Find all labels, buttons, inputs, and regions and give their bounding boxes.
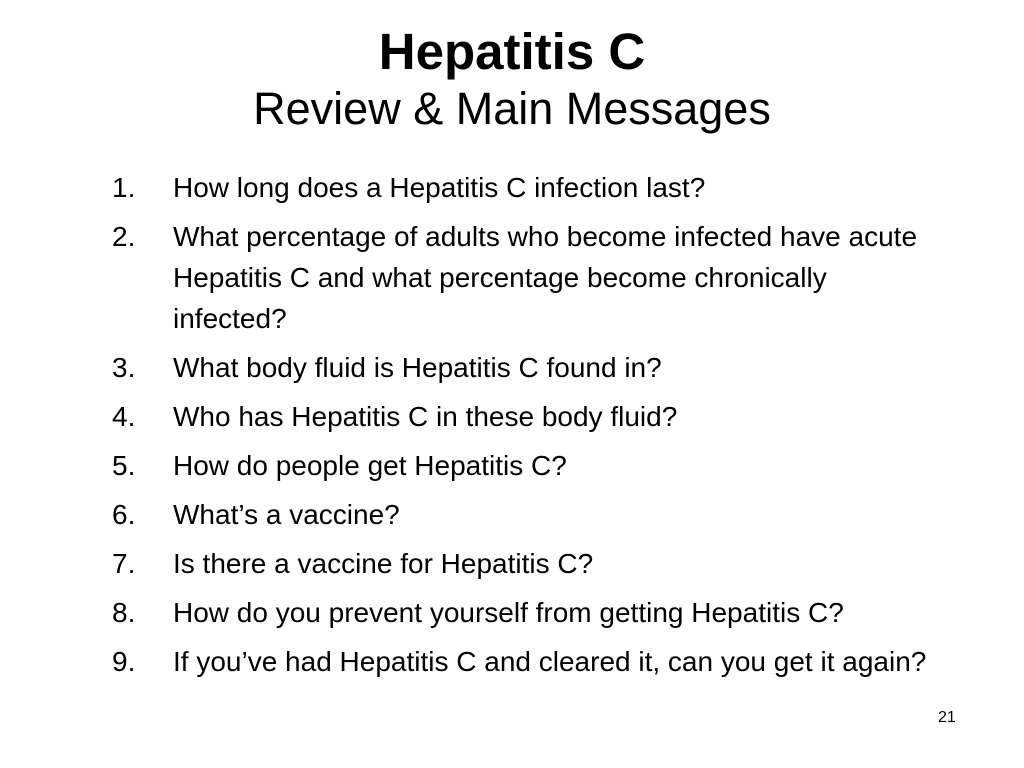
list-item xyxy=(112,641,942,682)
question-text: Who has Hepatitis C in these body fluid? xyxy=(173,401,678,432)
question-number: 3. xyxy=(112,352,136,383)
question-text: How long does a Hepatitis C infection last? xyxy=(173,172,706,203)
question-number: 9. xyxy=(112,646,136,677)
question-number: 7. xyxy=(112,548,136,579)
list-item xyxy=(112,167,942,208)
question-number: 1. xyxy=(112,172,136,203)
list-item xyxy=(112,445,942,486)
question-text: How do people get Hepatitis C? xyxy=(173,450,567,481)
question-number: 4. xyxy=(112,401,136,432)
question-text: What percentage of adults who become infected have acute Hepatitis C and what percentage become chronically infected? xyxy=(173,221,918,334)
question-number: 5. xyxy=(112,450,136,481)
slide-subtitle: Review & Main Messages xyxy=(253,83,771,134)
question-text: Is there a vaccine for Hepatitis C? xyxy=(173,548,594,579)
question-list xyxy=(112,167,942,690)
title-block xyxy=(0,22,1024,136)
list-item xyxy=(112,494,942,535)
question-number: 8. xyxy=(112,597,136,628)
list-item xyxy=(112,216,942,339)
question-text: What body fluid is Hepatitis C found in? xyxy=(173,352,662,383)
page-number: 21 xyxy=(938,709,956,726)
list-item xyxy=(112,396,942,437)
question-number: 6. xyxy=(112,499,136,530)
list-item xyxy=(112,347,942,388)
list-item xyxy=(112,592,942,633)
slide-title: Hepatitis C xyxy=(378,23,646,80)
question-text: What’s a vaccine? xyxy=(173,499,400,530)
question-text: How do you prevent yourself from getting Hepatitis C? xyxy=(173,597,844,628)
question-text: If you’ve had Hepatitis C and cleared it, can you get it again? xyxy=(173,646,927,677)
question-number: 2. xyxy=(112,221,136,252)
list-item xyxy=(112,543,942,584)
